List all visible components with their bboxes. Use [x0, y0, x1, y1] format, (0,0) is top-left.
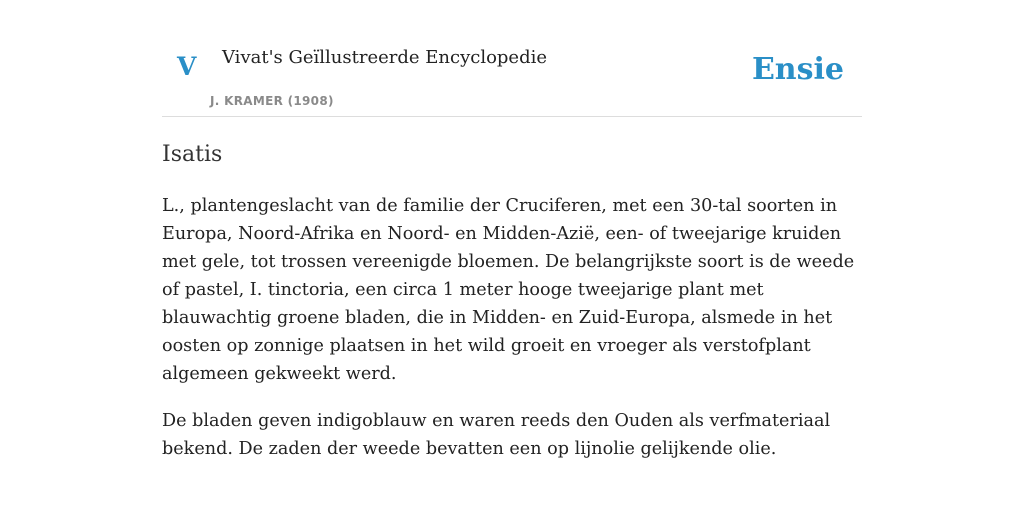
- book-logo[interactable]: V: [177, 52, 197, 81]
- ensie-logo-link[interactable]: Ensie: [751, 52, 844, 87]
- site-header: [162, 0, 862, 117]
- entry-body: [162, 192, 862, 482]
- entry-title: Isatis: [162, 142, 223, 167]
- book-title-link[interactable]: Vivat's Geïllustreerde Encyclopedie: [222, 47, 548, 68]
- entry-paragraph: L., plantengeslacht van de familie der Cruciferen, met een 30-tal soorten in Europa, Noord-Afrika en Noord- en Midden-Azië, een- of tweejarige kruiden met gele, tot trossen vereenigde bloemen. De belangrijkste soort is de weede of pastel, I. tinctoria, een circa 1 meter hooge tweejarige plant met blauwachtig groene bladen, die in Midden- en Zuid-Europa, alsmede in het oosten op zonnige plaatsen in het wild groeit en vroeger als verstofplant algemeen gekweekt werd.: [162, 196, 855, 384]
- entry-paragraph: De bladen geven indigoblauw en waren reeds den Ouden als verfmateriaal bekend. De zaden der weede bevatten een op lijnolie gelijkende olie.: [162, 411, 831, 459]
- book-author: J. KRAMER (1908): [210, 94, 334, 108]
